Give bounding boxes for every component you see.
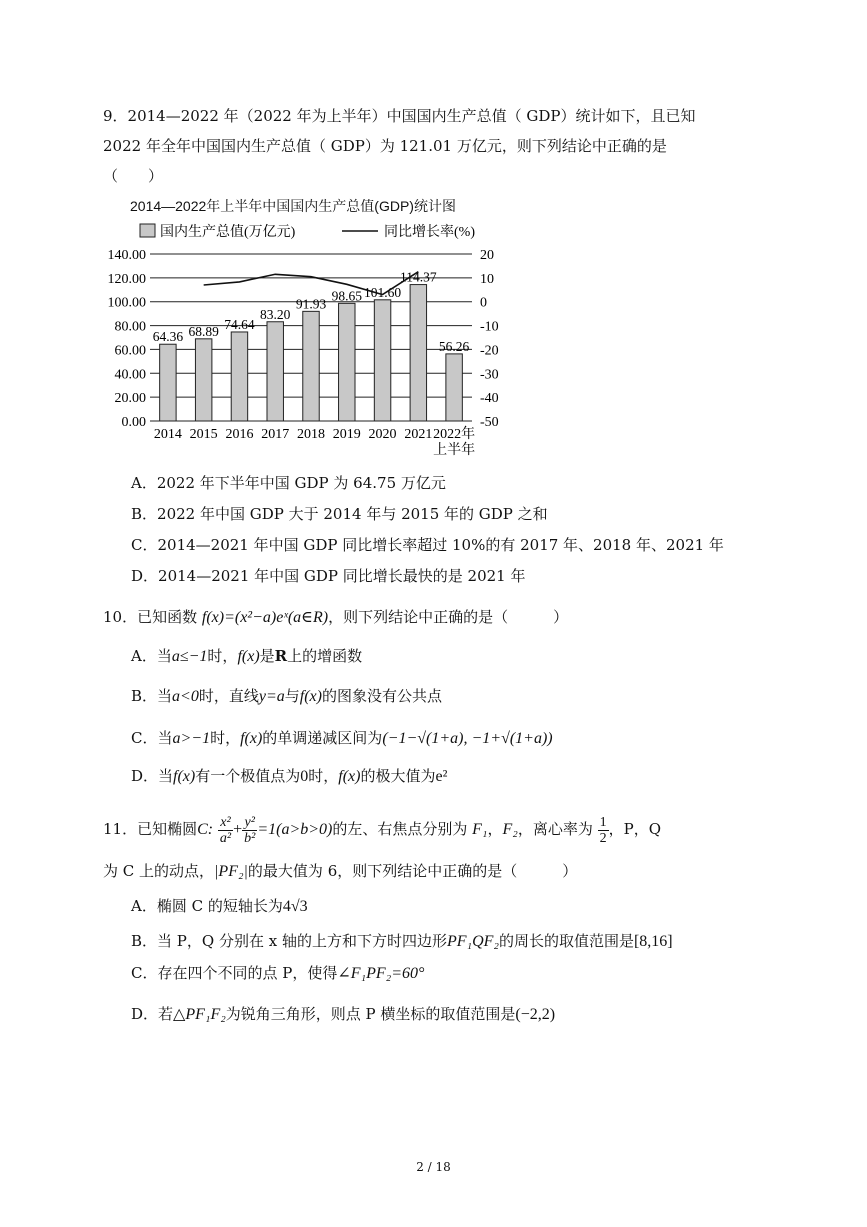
- q10-c-fx: f(x): [240, 730, 263, 747]
- q10-c-pre: C．当: [131, 729, 173, 747]
- q10-a-mid: 时，: [207, 647, 238, 665]
- q10-d-mid2: 时，: [308, 767, 339, 785]
- q11-frac-x-num: x²: [218, 815, 233, 831]
- bar-2022年上半年: [446, 354, 462, 421]
- q9-answer-paren: （ ）: [103, 167, 164, 185]
- q10-a-mid2: 是: [259, 647, 275, 665]
- y2-tick-label: 20: [480, 248, 494, 263]
- q11-abs: |PF₂|: [214, 863, 248, 880]
- q9-option-d: D．2014—2021 年中国 GDP 同比增长最快的是 2021 年: [131, 567, 526, 585]
- q11-frac-x-den: a²: [219, 830, 232, 846]
- q10-stem: [103, 607, 568, 628]
- q10-option-c: [131, 728, 553, 749]
- bar-2016: [231, 332, 247, 421]
- q11-frac-y-num: y²: [242, 815, 257, 831]
- q11-line2-post: 的最大值为 6，则下列结论中正确的是（ ）: [247, 862, 578, 880]
- bar-2020: [374, 300, 390, 421]
- q11-line2-pre: 为 C 上的动点，: [103, 862, 215, 880]
- y-tick-label: 40.00: [114, 367, 146, 383]
- q11-frac-x: [218, 815, 233, 846]
- legend-label-growth: 同比增长率(%): [384, 225, 475, 240]
- q10-d-val: e²: [435, 768, 448, 785]
- q10-stem-tail: ，则下列结论中正确的是（ ）: [328, 608, 569, 626]
- q10-b-mid2: 与: [284, 687, 300, 705]
- q11-option-b: [131, 931, 673, 952]
- q10-b-pre: B．当: [131, 687, 173, 705]
- q10-function: f(x)=(x²−a)eˣ(a∈R): [201, 609, 329, 626]
- q11-stem-line2: [103, 861, 577, 882]
- q11-d-mid: 为锐角三角形，则点 P 横坐标的取值范围是: [225, 1005, 516, 1023]
- q11-tail2: ，离心率为: [517, 820, 593, 838]
- q10-b-post: 的图象没有公共点: [321, 687, 442, 705]
- y-tick-label: 0.00: [121, 415, 146, 430]
- q11-d-tri: △PF₁F₂: [173, 1006, 226, 1023]
- q10-d-fx2: f(x): [338, 768, 361, 785]
- q10-b-fx: f(x): [299, 688, 322, 705]
- q11-eq: =1(a>b>0): [257, 821, 333, 838]
- x-tick-label: 上半年: [433, 443, 476, 458]
- q10-option-b: [131, 686, 442, 707]
- q11-b-val: [8,16]: [633, 933, 673, 950]
- y2-tick-label: -20: [480, 343, 499, 359]
- q10-number: 10．已知函数: [103, 608, 198, 626]
- bar-label: 74.64: [224, 316, 255, 332]
- bar-2015: [195, 339, 211, 421]
- q11-b-mid: 的周长的取值范围是: [498, 932, 634, 950]
- bar-2021: [410, 285, 426, 421]
- bar-2014: [160, 344, 176, 421]
- bar-label: 56.26: [438, 338, 470, 354]
- y2-tick-label: -40: [480, 391, 499, 407]
- q11-e-num: 1: [599, 814, 607, 830]
- q10-c-mid2: 的单调递减区间为: [262, 729, 383, 747]
- q11-b-quad: PF₁QF₂: [446, 933, 499, 950]
- chart-title: 2014—2022年上半年中国国内生产总值(GDP)统计图: [130, 198, 456, 214]
- q11-f2: F₂: [502, 821, 518, 838]
- x-tick-label: 2018: [297, 427, 325, 442]
- bar-label: 101.60: [363, 284, 402, 300]
- q11-a-val: 4√3: [282, 898, 308, 915]
- y-tick-label: 140.00: [107, 248, 146, 263]
- y-tick-label: 80.00: [114, 319, 146, 335]
- q11-c: C:: [197, 821, 214, 838]
- x-tick-label: 2015: [189, 427, 218, 442]
- q11-c-val: ∠F₁PF₂=60°: [337, 965, 425, 982]
- q11-plus: +: [233, 821, 243, 838]
- page-number: 2 / 18: [416, 1160, 451, 1174]
- y-tick-label: 100.00: [107, 295, 146, 311]
- y2-tick-label: 0: [480, 295, 487, 311]
- bar-2017: [267, 322, 283, 421]
- q10-b-cond: a<0: [172, 688, 199, 705]
- q10-d-post: 的极大值为: [360, 767, 436, 785]
- q11-f1: F₁: [472, 821, 488, 838]
- q10-a-fx: f(x): [237, 648, 260, 665]
- q9-stem-line1: 9．2014—2022 年（2022 年为上半年）中国国内生产总值（ GDP）统计如下，且已知: [103, 107, 696, 125]
- q11-comma: ，: [487, 820, 503, 838]
- q11-d-pre: D．若: [131, 1005, 174, 1023]
- q11-stem-line1: [103, 812, 661, 847]
- bar-label: 64.36: [152, 329, 184, 345]
- bar-label: 114.37: [400, 269, 437, 285]
- q10-d-fx: f(x): [173, 768, 196, 785]
- q11-e-den: 2: [599, 830, 607, 846]
- q11-number: 11．已知椭圆: [103, 820, 198, 838]
- q11-frac-y: [242, 815, 257, 846]
- gdp-chart: [100, 216, 520, 466]
- legend-swatch-gdp: [140, 224, 155, 237]
- q11-eccentricity: [598, 815, 609, 846]
- q10-b-mid: 时，直线: [198, 687, 259, 705]
- x-tick-label: 2020: [368, 427, 397, 442]
- q9-option-a: A．2022 年下半年中国 GDP 为 64.75 万亿元: [131, 474, 446, 492]
- q10-a-pre: A．当: [131, 647, 172, 665]
- bar-label: 68.89: [188, 323, 219, 339]
- q10-option-d: [131, 766, 447, 787]
- bar-label: 91.93: [295, 296, 327, 312]
- x-tick-label: 2019: [332, 427, 361, 442]
- q11-c-pre: C．存在四个不同的点 P，使得: [131, 964, 338, 982]
- q10-c-interval: (−1−√(1+a), −1+√(1+a)): [382, 730, 553, 747]
- q11-frac-y-den: b²: [244, 830, 256, 846]
- bar-label: 98.65: [331, 288, 362, 304]
- q10-option-a: [131, 646, 362, 667]
- y2-tick-label: -50: [480, 415, 499, 430]
- legend-label-gdp: 国内生产总值(万亿元): [160, 225, 296, 240]
- q11-d-val: (−2,2): [515, 1006, 556, 1023]
- y-tick-label: 60.00: [114, 343, 146, 359]
- x-tick-label: 2022年: [433, 427, 476, 442]
- q10-d-mid: 有一个极值点为: [195, 767, 301, 785]
- x-tick-label: 2016: [225, 427, 254, 442]
- q10-a-post: 上的增函数: [287, 647, 363, 665]
- y2-tick-label: 10: [480, 271, 494, 287]
- q10-a-cond: a≤−1: [171, 648, 208, 665]
- bar-2019: [339, 303, 355, 421]
- q9-option-c: C．2014—2021 年中国 GDP 同比增长率超过 10%的有 2017 年、2018 年、2021 年: [131, 536, 724, 554]
- q11-option-a: [131, 896, 308, 917]
- q10-d-pre: D．当: [131, 767, 174, 785]
- q10-c-mid: 时，: [210, 729, 241, 747]
- x-tick-label: 2021: [404, 427, 433, 442]
- y2-tick-label: -30: [480, 367, 499, 383]
- y2-tick-label: -10: [480, 319, 499, 335]
- x-tick-label: 2017: [261, 427, 290, 442]
- q10-d-zero: 0: [300, 768, 309, 785]
- bar-2018: [303, 311, 319, 421]
- x-tick-label: 2014: [153, 427, 182, 442]
- q11-tail3: ，P，Q: [608, 820, 662, 838]
- q11-a-pre: A．椭圆 C 的短轴长为: [131, 897, 283, 915]
- bar-label: 83.20: [260, 306, 291, 322]
- q10-a-r: R: [274, 647, 288, 665]
- y-tick-label: 120.00: [107, 271, 146, 287]
- q9-option-b: B．2022 年中国 GDP 大于 2014 年与 2015 年的 GDP 之和: [131, 505, 548, 523]
- q10-b-line: y=a: [258, 688, 285, 705]
- q11-tail1: 的左、右焦点分别为: [332, 820, 468, 838]
- y-tick-label: 20.00: [114, 391, 146, 407]
- q11-option-d: [131, 1004, 555, 1025]
- q9-stem-line2: 2022 年全年中国国内生产总值（ GDP）为 121.01 万亿元，则下列结论中正确的是: [103, 137, 667, 155]
- q11-b-pre: B．当 P，Q 分别在 x 轴的上方和下方时四边形: [131, 932, 447, 950]
- q11-option-c: [131, 963, 424, 984]
- q10-c-cond: a>−1: [172, 730, 211, 747]
